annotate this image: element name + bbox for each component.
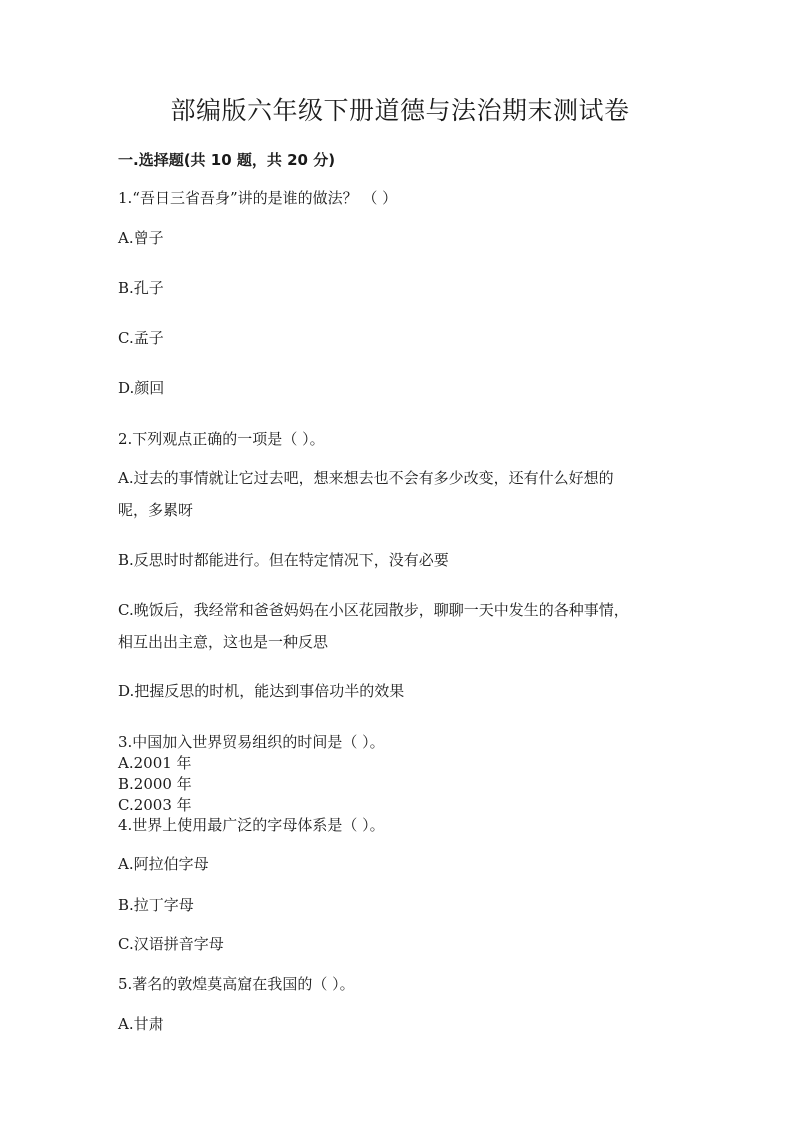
question-1-option-b: B.孔子	[118, 279, 164, 297]
question-3-option-a: A.2001 年	[118, 754, 192, 772]
question-2-option-c-continued: 相互出出主意，这也是一种反思	[118, 633, 329, 651]
question-2-option-c: C.晚饭后，我经常和爸爸妈妈在小区花园散步，聊聊一天中发生的各种事情，	[118, 601, 629, 619]
question-1-option-a: A.曾子	[118, 229, 164, 247]
question-3-option-c: C.2003 年	[118, 796, 192, 814]
question-3-stem: 3.中国加入世界贸易组织的时间是（ ）。	[118, 733, 385, 751]
question-4-option-a: A.阿拉伯字母	[118, 855, 209, 873]
question-2-option-d: D.把握反思的时机，能达到事倍功半的效果	[118, 682, 405, 700]
question-4-option-b: B.拉丁字母	[118, 896, 194, 914]
question-2-option-b: B.反思时时都能进行。但在特定情况下，没有必要	[118, 551, 449, 569]
question-5-stem: 5.著名的敦煌莫高窟在我国的（ ）。	[118, 975, 355, 993]
question-5-option-a: A.甘肃	[118, 1015, 164, 1033]
question-1-option-d: D.颜回	[118, 379, 165, 397]
question-4-stem: 4.世界上使用最广泛的字母体系是（ ）。	[118, 816, 385, 834]
question-4-option-c: C.汉语拼音字母	[118, 935, 224, 953]
question-2-option-a: A.过去的事情就让它过去吧，想来想去也不会有多少改变，还有什么好想的	[118, 469, 614, 487]
question-1-stem: 1.“吾日三省吾身”讲的是谁的做法？ （ ）	[118, 189, 398, 207]
section-heading: 一.选择题(共 10 题，共 20 分)	[118, 151, 336, 169]
question-1-option-c: C.孟子	[118, 329, 164, 347]
question-2-stem: 2.下列观点正确的一项是（ ）。	[118, 430, 325, 448]
question-3-option-b: B.2000 年	[118, 775, 192, 793]
question-2-option-a-continued: 呢，多累呀	[118, 501, 194, 519]
page-title: 部编版六年级下册道德与法治期末测试卷	[170, 96, 630, 125]
